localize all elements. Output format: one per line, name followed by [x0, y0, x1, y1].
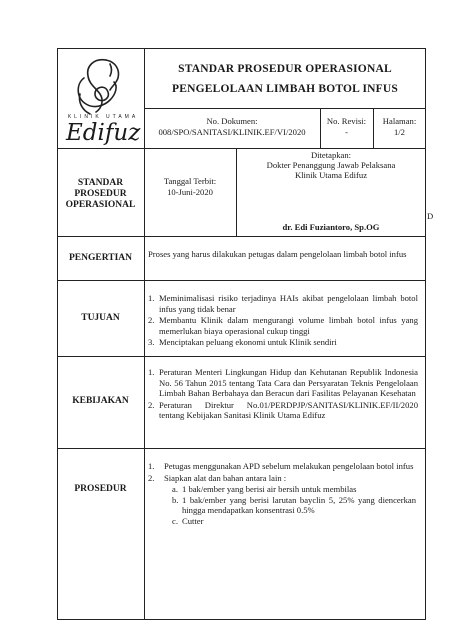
row-divider: [57, 280, 426, 281]
document-title-line1: STANDAR PROSEDUR OPERASIONAL: [178, 63, 392, 75]
spo-label-line2: PROSEDUR: [74, 189, 127, 199]
row-divider: [57, 448, 426, 449]
list-item: 3. Menciptakan peluang ekonomi untuk Klinik sendiri: [148, 337, 337, 348]
pengertian-text: Proses yang harus dilakukan petugas dalam pengelolaan limbah botol infus: [148, 249, 407, 259]
spo-label-line1: STANDAR: [77, 178, 124, 188]
tujuan-list: [148, 293, 418, 349]
row-divider: [57, 356, 426, 357]
prosedur-sub-list: [148, 484, 416, 526]
list-item: b. 1 bak/ember yang berisi larutan bayclin 5, 25% yang diencerkan hingga mendapatkan konsentrasi 0.5%: [172, 494, 416, 516]
list-item: 1. Petugas menggunakan APD sebelum melakukan pengelolaan botol infus: [148, 461, 414, 471]
ditetapkan-label: Ditetapkan:: [310, 150, 352, 160]
clinic-subtitle: KLINIK UTAMA: [67, 114, 139, 120]
tanggal-terbit-value: 10-Juni-2020: [167, 187, 213, 197]
spo-label-line3: OPERASIONAL: [65, 200, 136, 210]
no-revisi-value: -: [345, 127, 348, 137]
list-item: 1. Meminimalisasi risiko terjadinya HAIs akibat pengelolaan limbah botol infus yang tidak benar: [148, 293, 418, 314]
list-item: 2. Peraturan Direktur No.01/PERDPJP/SANITASI/KLINIK.EF/II/2020 tentang Kebijakan Sanitasi Klinik Utama Edifuz: [148, 399, 418, 421]
no-dokumen-value: 008/SPO/SANITASI/KLINIK.EF/VI/2020: [158, 127, 306, 137]
ditetapkan-line2: Klinik Utama Edifuz: [294, 170, 368, 180]
list-item: 1. Peraturan Menteri Lingkungan Hidup dan Kehutanan Republik Indonesia No. 56 Tahun 2015 tentang Tata Cara dan Persyaratan Teknis Pengelolaan Limbah Bahan Berbahaya dan Beracun dari Fasilitas Pelayanan Kesehatan: [148, 367, 418, 399]
pengertian-label: PENGERTIAN: [68, 253, 132, 263]
kebijakan-list: [148, 367, 418, 422]
prosedur-list: [148, 461, 416, 527]
no-dokumen-label: No. Dokumen:: [206, 116, 258, 126]
kebijakan-label: KEBIJAKAN: [72, 396, 129, 406]
row-divider: [57, 236, 426, 237]
row-divider: [144, 108, 426, 109]
list-item: a. 1 bak/ember yang berisi air bersih untuk membilas: [172, 484, 357, 495]
signer-name: dr. Edi Fuziantoro, Sp.OG: [282, 222, 380, 232]
ditetapkan-line1: Dokter Penanggung Jawab Pelaksana: [266, 160, 396, 170]
list-item: 2. Siapkan alat dan bahan antara lain :: [148, 472, 287, 483]
tujuan-label: TUJUAN: [81, 313, 120, 323]
clinic-name: Edifuz: [66, 120, 141, 146]
document-title-line2: PENGELOLAAN LIMBAH BOTOL INFUS: [172, 83, 398, 95]
tanggal-terbit-label: Tanggal Terbit:: [163, 176, 217, 186]
prosedur-label: PROSEDUR: [74, 484, 127, 494]
clinic-logo: [66, 54, 140, 150]
no-revisi-label: No. Revisi:: [326, 116, 367, 126]
halaman-label: Halaman:: [382, 116, 417, 126]
halaman-value: 1/2: [394, 127, 405, 137]
list-item: c. Cutter: [172, 515, 204, 526]
list-item: 2. Membantu Klinik dalam mengurangi volume limbah botol infus yang memerlukan biaya operasional cukup tinggi: [148, 315, 418, 336]
mother-child-logo-icon: [66, 54, 140, 116]
edge-mark: D: [427, 211, 434, 221]
